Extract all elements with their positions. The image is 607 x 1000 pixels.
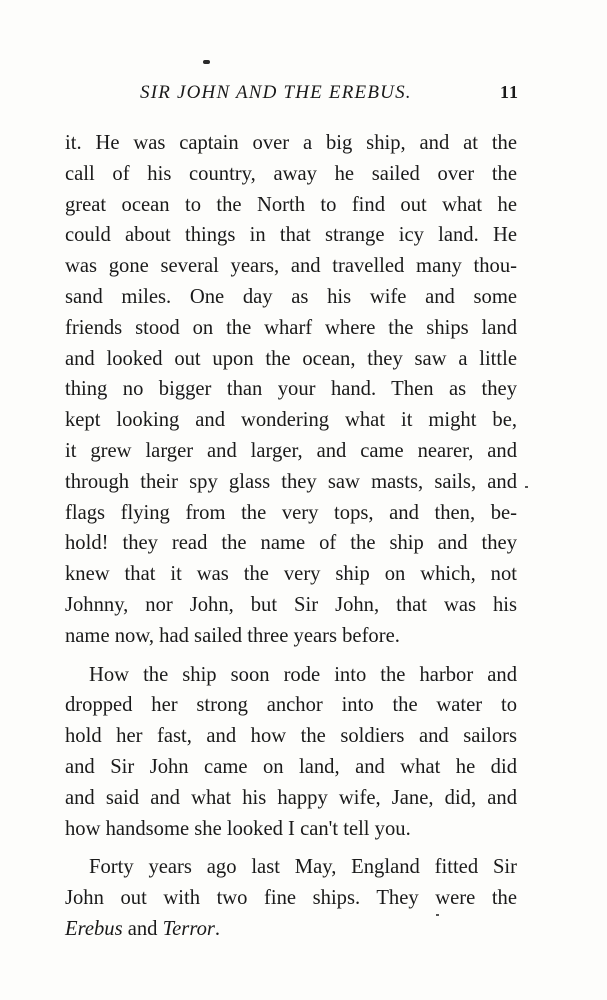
text-line: and looked out upon the ocean, they saw a little [65, 347, 517, 370]
text-line: Johnny, nor John, but Sir John, that was his [65, 593, 517, 616]
text-line: how handsome she looked I can't tell you. [65, 817, 411, 840]
text-line: call of his country, away he sailed over the [65, 162, 517, 185]
text-line: and Sir John came on land, and what he did [65, 755, 517, 778]
text-line: could about things in that strange icy land. He [65, 224, 517, 247]
text-line: How the ship soon rode into the harbor and [89, 663, 517, 686]
conjunction: and [122, 917, 163, 940]
text-line-closing [65, 914, 517, 945]
text-line: thing no bigger than your hand. Then as they [65, 378, 517, 401]
text-line: it. He was captain over a big ship, and at the [65, 132, 517, 154]
text-line: friends stood on the wharf where the ships land [65, 316, 517, 339]
text-line: name now, had sailed three years before. [65, 624, 400, 647]
text-line: sand miles. One day as his wife and some [65, 285, 517, 308]
ink-speck [436, 914, 439, 916]
text-line: dropped her strong anchor into the water to [65, 694, 517, 717]
paragraph [65, 128, 517, 652]
page-number: 11 [500, 82, 520, 102]
running-title: SIR JOHN AND THE EREBUS. [140, 82, 412, 103]
paragraph [65, 660, 517, 845]
ink-speck [525, 486, 528, 488]
paragraph [65, 852, 517, 944]
text-line: knew that it was the very ship on which, not [65, 563, 517, 586]
text-line: John out with two fine ships. They were the [65, 887, 517, 910]
text-line: kept looking and wondering what it might be, [65, 409, 517, 432]
body-text [65, 128, 517, 945]
paragraph-gap [65, 652, 517, 660]
paragraph-gap [65, 844, 517, 852]
text-line: was gone several years, and travelled many thou- [65, 255, 517, 278]
text-line: through their spy glass they saw masts, sails, and [65, 470, 517, 493]
text-line: hold! they read the name of the ship and they [65, 532, 517, 555]
text-line: great ocean to the North to find out what he [65, 193, 517, 216]
text-line: flags flying from the very tops, and then, be- [65, 501, 517, 524]
ship-name-erebus: Erebus [65, 917, 123, 940]
ship-name-terror: Terror [162, 917, 215, 940]
text-line: it grew larger and larger, and came nearer, and [65, 439, 517, 462]
text-line: hold her fast, and how the soldiers and sailors [65, 725, 517, 748]
sentence-end: . [214, 917, 221, 940]
text-line: Forty years ago last May, England fitted Sir [89, 856, 517, 879]
ornament-mark [203, 60, 210, 64]
text-line: and said and what his happy wife, Jane, did, and [65, 786, 517, 809]
